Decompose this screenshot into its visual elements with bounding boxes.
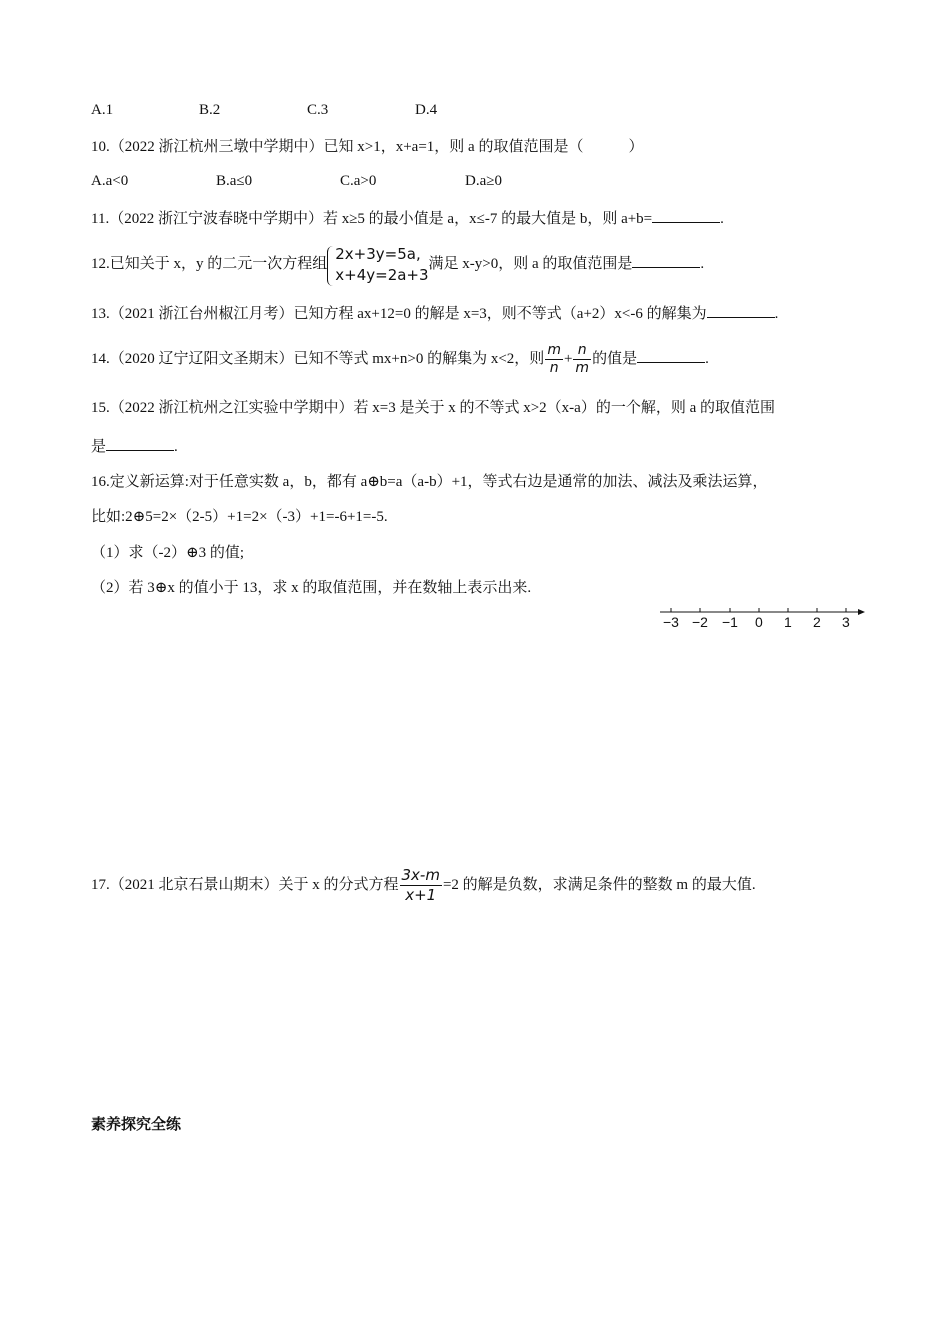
q11-text: 11.（2022 浙江宁波春晓中学期中）若 x≥5 的最小值是 a，x≤-7 的最大值是 b，则 a+b= (91, 211, 653, 227)
number-line-label: −2 (692, 614, 708, 630)
number-line-label: −1 (722, 614, 738, 630)
q10-option-d: D.a≥0 (465, 173, 502, 189)
q11 (91, 208, 724, 229)
q13-answer-blank (707, 303, 775, 318)
q17-fraction (400, 866, 442, 905)
number-line-label: 0 (755, 614, 763, 630)
q9-option-d: D.4 (415, 102, 438, 118)
q14-pre: 14.（2020 辽宁辽阳文圣期末）已知不等式 mx+n>0 的解集为 x<2，则 (91, 351, 545, 367)
number-line-label: 3 (842, 614, 850, 630)
q14-plus: + (563, 351, 573, 367)
q15-end: . (174, 439, 178, 455)
q17-pre: 17.（2021 北京石景山期末）关于 x 的分式方程 (91, 877, 399, 893)
q14-f2-numerator: n (573, 342, 591, 360)
arrow-right-icon (858, 609, 865, 615)
q17 (91, 864, 756, 906)
section-heading: 素养探究全练 (91, 1116, 182, 1133)
q16-part-2: （2）若 3⊕x 的值小于 13，求 x 的取值范围，并在数轴上表示出来. (91, 580, 532, 596)
q13-text: 13.（2021 浙江台州椒江月考）已知方程 ax+12=0 的解是 x=3，则不等式（a+2）x<-6 的解集为 (91, 306, 707, 322)
q16-line-2: 比如:2⊕5=2×（2-5）+1=2×（-3）+1=-6+1=-5. (91, 509, 388, 525)
q14-fraction-n-over-m (573, 342, 591, 377)
q11-end: . (720, 211, 724, 227)
q12-equation-system (327, 244, 428, 286)
q17-post: =2 的解是负数，求满足条件的整数 m 的最大值. (442, 877, 756, 893)
q9-option-b: B.2 (199, 102, 221, 118)
q14-f1-denominator: n (549, 360, 559, 377)
q14-post: 的值是 (592, 351, 638, 367)
q14 (91, 339, 709, 379)
q14-answer-blank (637, 348, 705, 363)
number-line (660, 606, 865, 632)
q10-option-b: B.a≤0 (216, 173, 253, 189)
q16-line-1: 16.定义新运算:对于任意实数 a，b，都有 a⊕b=a（a-b）+1，等式右边是通常的加法、减法及乘法运算， (91, 474, 768, 490)
q15-line-2 (91, 436, 178, 457)
q14-f1-numerator: m (547, 342, 561, 359)
number-line-label: 2 (813, 614, 821, 630)
q17-numerator: 3x-m (401, 866, 440, 885)
q12-equation-1: 2x+3y=5a, (335, 244, 421, 263)
q17-denominator: x+1 (405, 886, 437, 905)
q15-line-1: 15.（2022 浙江杭州之江实验中学期中）若 x=3 是关于 x 的不等式 x>2（x-a）的一个解，则 a 的取值范围 (91, 400, 775, 416)
q12-equation-2: x+4y=2a+3 (335, 265, 429, 284)
q13-end: . (774, 306, 779, 322)
q15-line2-pre: 是 (91, 439, 107, 455)
left-brace-icon (327, 246, 334, 286)
q9-option-c: C.3 (307, 102, 329, 118)
q10-text: 10.（2022 浙江杭州三墩中学期中）已知 x>1，x+a=1，则 a 的取值范围是（ ） (91, 139, 644, 155)
q13 (91, 303, 778, 324)
q10-option-c: C.a>0 (340, 173, 377, 189)
q12-answer-blank (632, 253, 700, 268)
q14-fraction-m-over-n (545, 342, 563, 377)
q14-f2-denominator: m (575, 360, 590, 377)
q11-answer-blank (652, 208, 720, 223)
q12 (91, 242, 704, 286)
q12-end: . (700, 256, 705, 272)
number-line-label: 1 (784, 614, 792, 630)
number-line-label: −3 (663, 614, 679, 630)
q12-post: 满足 x-y>0，则 a 的取值范围是 (428, 256, 633, 272)
q15-answer-blank (106, 436, 174, 451)
q14-end: . (705, 351, 709, 367)
q12-pre: 12.已知关于 x，y 的二元一次方程组 (91, 256, 328, 272)
q10-option-a: A.a<0 (91, 173, 129, 189)
q9-option-a: A.1 (91, 102, 114, 118)
q16-part-1: （1）求（-2）⊕3 的值; (91, 545, 244, 561)
